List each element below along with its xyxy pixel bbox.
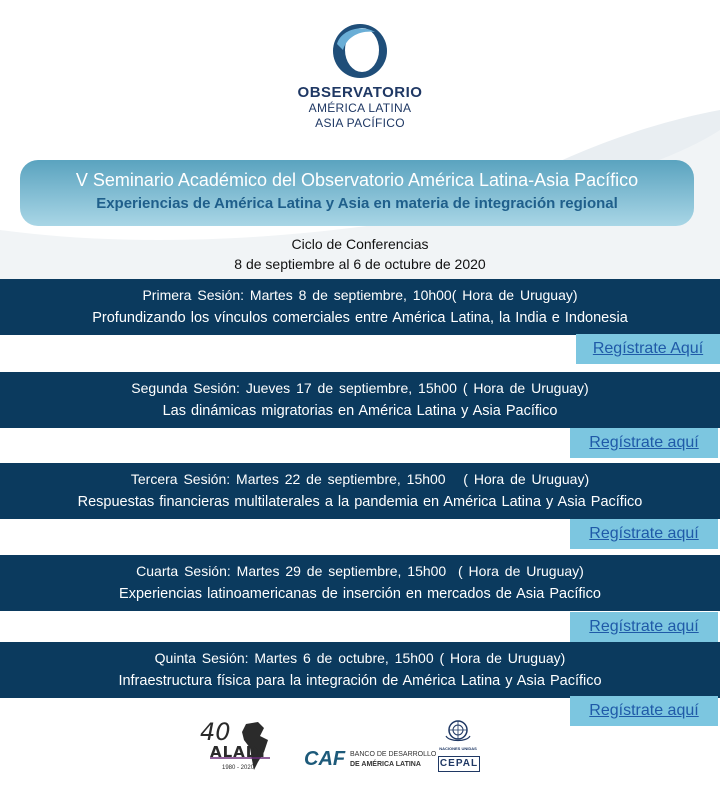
session-timezone: ( Hora de Uruguay)	[462, 380, 589, 396]
register-link-session-3[interactable]: Regístrate aquí	[570, 519, 718, 549]
caf-name: CAF	[304, 748, 346, 770]
session-topic: Las dinámicas migratorias en América Latina y Asia Pacífico	[162, 403, 558, 419]
session-2	[0, 372, 720, 428]
aladi-name: ALADI	[210, 743, 266, 761]
observatorio-logo	[230, 22, 490, 131]
session-topic: Experiencias latinoamericanas de inserción en mercados de Asia Pacífico	[119, 586, 601, 602]
conference-cycle	[160, 234, 560, 274]
session-timezone: ( Hora de Uruguay)	[463, 471, 590, 487]
cepal-logo	[434, 718, 482, 776]
session-topic: Profundizando los vínculos comerciales entre América Latina, la India e Indonesia	[92, 310, 628, 326]
session-1	[0, 279, 720, 335]
logo-line-2: ASIA PACÍFICO	[315, 116, 405, 130]
aladi-years: 1980 - 2020	[222, 765, 255, 771]
logo-title: OBSERVATORIO	[297, 84, 423, 101]
cycle-dates: 8 de septiembre al 6 de octubre de 2020	[234, 256, 486, 272]
session-5	[0, 642, 720, 698]
register-link-session-5[interactable]: Regístrate aquí	[570, 696, 718, 726]
session-heading: Segunda Sesión: Jueves 17 de septiembre, 15h00	[131, 380, 457, 396]
register-link-session-2[interactable]: Regístrate aquí	[570, 428, 718, 458]
session-topic: Respuestas financieras multilaterales a la pandemia en América Latina y Asia Pacífico	[77, 494, 643, 510]
cycle-title: Ciclo de Conferencias	[291, 236, 429, 252]
session-heading: Tercera Sesión: Martes 22 de septiembre, 15h00	[130, 471, 446, 487]
logo-line-1: AMÉRICA LATINA	[308, 101, 412, 115]
session-heading: Quinta Sesión: Martes 6 de octubre, 15h00	[154, 650, 434, 666]
aladi-number: 40	[200, 718, 231, 746]
session-heading: Cuarta Sesión: Martes 29 de septiembre, 15h00	[136, 563, 447, 579]
seminar-subtitle: Experiencias de América Latina y Asia en materia de integración regional	[96, 195, 618, 212]
session-timezone: ( Hora de Uruguay)	[458, 563, 584, 579]
seminar-banner	[20, 160, 694, 226]
cepal-name: CEPAL	[438, 756, 480, 772]
un-emblem-icon	[443, 718, 473, 744]
session-3	[0, 463, 720, 519]
aladi-logo	[198, 718, 280, 776]
caf-logo	[304, 746, 437, 774]
caf-line-1: BANCO DE DESARROLLO	[350, 751, 437, 758]
caf-line-2: DE AMÉRICA LATINA	[350, 761, 421, 768]
session-topic: Infraestructura física para la integración de América Latina y Asia Pacífico	[118, 673, 602, 689]
session-timezone: ( Hora de Uruguay)	[451, 287, 578, 303]
register-link-session-1[interactable]: Regístrate Aquí	[576, 334, 720, 364]
session-heading: Primera Sesión: Martes 8 de septiembre, 10h00	[142, 287, 452, 303]
register-link-session-4[interactable]: Regístrate aquí	[570, 612, 718, 642]
session-timezone: ( Hora de Uruguay)	[439, 650, 566, 666]
seminar-title: V Seminario Académico del Observatorio América Latina-Asia Pacífico	[75, 170, 639, 190]
session-4	[0, 555, 720, 611]
observatorio-emblem-icon	[331, 22, 389, 80]
un-label: NACIONES UNIDAS	[439, 746, 477, 751]
